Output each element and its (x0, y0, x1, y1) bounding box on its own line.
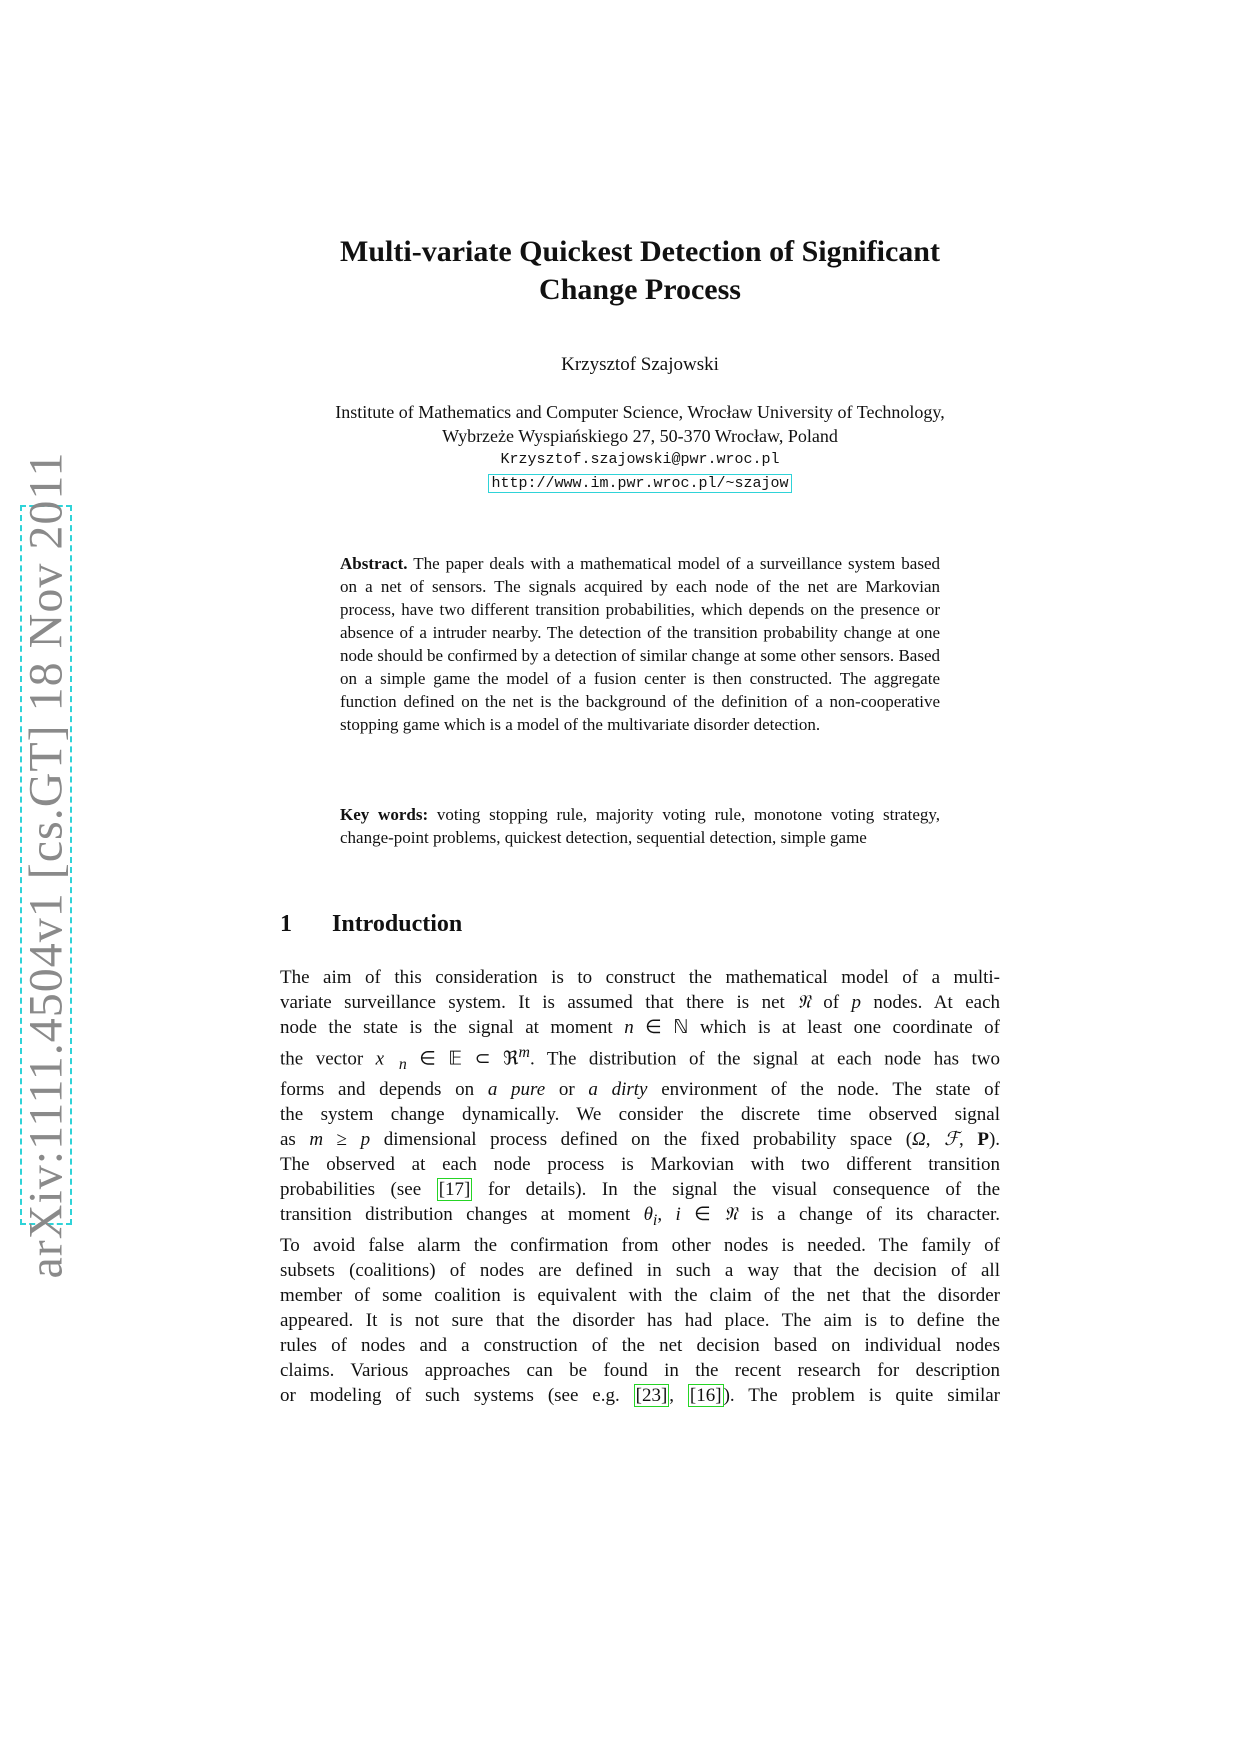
body-line: member of some coalition is equivalent with the claim of the net that the disorder (280, 1284, 1000, 1306)
body-line: the system change dynamically. We consider the discrete time observed signal (280, 1104, 1000, 1126)
title-line-2: Change Process (539, 273, 741, 306)
introduction-body (280, 965, 1000, 1408)
section-title: Introduction (332, 911, 463, 937)
arxiv-identifier: arXiv:1111.4504v1 [cs.GT] 18 Nov 2011 (19, 451, 73, 1279)
keywords-text: voting stopping rule, majority voting rule, monotone voting strategy, change-point problems, quickest detection, sequential detection, simple game (340, 805, 941, 847)
title-line-1: Multi-variate Quickest Detection of Significant (340, 235, 940, 268)
body-line: subsets (coalitions) of nodes are defined in such a way that the decision of all (280, 1259, 1000, 1281)
body-line: probabilities (see [17] for details). In the signal the visual consequence of the (280, 1179, 1001, 1201)
citation-link[interactable]: [23] (635, 1384, 668, 1406)
affiliation-line-2: Wybrzeże Wyspiańskiego 27, 50-370 Wrocław, Poland (442, 426, 838, 446)
body-line: claims. Various approaches can be found in the recent research for description (280, 1359, 1000, 1381)
keywords-label: Key words: (340, 805, 429, 824)
body-line: The aim of this consideration is to construct the mathematical model of a multi- (280, 967, 1000, 988)
citation-link[interactable]: [16] (689, 1384, 722, 1406)
affiliation-line-1: Institute of Mathematics and Computer Science, Wrocław University of Technology, (335, 402, 945, 422)
keywords (340, 803, 940, 849)
arxiv-stamp (19, 451, 73, 1279)
body-line: node the state is the signal at moment n ∈ ℕ which is at least one coordinate of (280, 1017, 1001, 1038)
affiliation-block (240, 400, 1040, 496)
body-line: or modeling of such systems (see e.g. [23] , [16] ). The problem is quite similar (280, 1384, 1001, 1406)
body-line: transition distribution changes at moment $\theta_i$, i ∈ 𝔑 is a change of its character. (280, 1204, 1001, 1229)
abstract-label: Abstract. (340, 554, 408, 573)
body-line: variate surveillance system. It is assumed that there is net 𝔑 of p nodes. At each (280, 992, 1001, 1013)
body-line: forms and depends on a pure or a dirty environment of the node. The state of (280, 1079, 1001, 1101)
body-line: as m ≥ p dimensional process defined on the fixed probability space (Ω, ℱ, P). (280, 1129, 1001, 1151)
author-name: Krzysztof Szajowski (561, 354, 719, 375)
body-line: To avoid false alarm the confirmation from other nodes is needed. The family of (280, 1234, 1000, 1256)
body-line: appeared. It is not sure that the disorder has had place. The aim is to define the (280, 1309, 1000, 1331)
section-heading (280, 911, 462, 938)
author-url-link[interactable]: http://www.im.pwr.wroc.pl/~szajow (488, 474, 791, 493)
abstract-text: The paper deals with a mathematical model of a surveillance system based on a net of sensors. The signals acquired by each node of the net are Markovian process, have two different transition probabilities, which depends on the presence or absence of a intruder nearby. The detection of the transition probability change at one node should be confirmed by a detection of similar change at some other sensors. Based on a simple game the model of a fusion center is then constructed. The aggregate function defined on the net is the background of the definition of a non-cooperative stopping game which is a model of the multivariate disorder detection. (340, 554, 940, 734)
citation-link[interactable]: [17] (438, 1179, 471, 1201)
body-line: The observed at each node process is Markovian with two different transition (280, 1154, 1000, 1176)
section-number: 1 (280, 911, 292, 937)
abstract (340, 552, 940, 736)
body-line: the vector $x⃗_n$ ∈ 𝔼 ⊂ ℜ$^m$. The distribution of the signal at each node has two (280, 1044, 1001, 1074)
paper-title (240, 233, 1040, 309)
author-email: Krzysztof.szajowski@pwr.wroc.pl (500, 451, 780, 468)
body-line: rules of nodes and a construction of the net decision based on individual nodes (280, 1334, 1000, 1356)
